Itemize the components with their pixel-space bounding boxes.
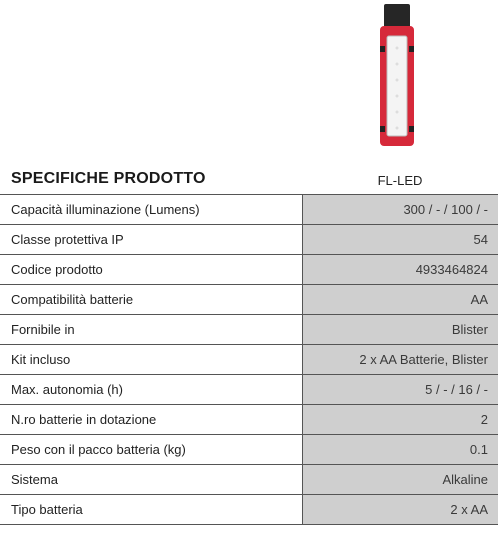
flashlight-clip (409, 46, 414, 52)
spec-label: Classe protettiva IP (0, 225, 302, 255)
spec-label: Codice prodotto (0, 255, 302, 285)
spec-label: Sistema (0, 465, 302, 495)
table-row (0, 495, 498, 525)
spec-label: Compatibilità batterie (0, 285, 302, 315)
table-row (0, 315, 498, 345)
spec-label: Kit incluso (0, 345, 302, 375)
table-row (0, 255, 498, 285)
table-row (0, 195, 498, 225)
spec-heading-row (0, 166, 498, 194)
flashlight-clip (409, 126, 414, 132)
model-name: FL-LED (377, 173, 423, 188)
spec-value: Blister (302, 315, 498, 345)
spec-table (0, 194, 498, 525)
table-row (0, 285, 498, 315)
spec-value: 54 (302, 225, 498, 255)
spec-value: Alkaline (302, 465, 498, 495)
spec-label: Peso con il pacco batteria (kg) (0, 435, 302, 465)
spec-value: 4933464824 (302, 255, 498, 285)
spec-label: Fornibile in (0, 315, 302, 345)
table-row (0, 465, 498, 495)
product-image (378, 4, 416, 148)
spec-value: AA (302, 285, 498, 315)
led-flashlight-icon (378, 4, 416, 148)
flashlight-lens (387, 36, 407, 136)
flashlight-clip (380, 126, 385, 132)
spec-value: 5 / - / 16 / - (302, 375, 498, 405)
spec-value: 2 x AA Batterie, Blister (302, 345, 498, 375)
spec-value: 0.1 (302, 435, 498, 465)
spec-value: 300 / - / 100 / - (302, 195, 498, 225)
table-row (0, 405, 498, 435)
flashlight-clip (380, 46, 385, 52)
table-row (0, 345, 498, 375)
table-row (0, 435, 498, 465)
table-row (0, 225, 498, 255)
spec-label: Tipo batteria (0, 495, 302, 525)
spec-title: SPECIFICHE PRODOTTO (11, 170, 206, 187)
spec-label: N.ro batterie in dotazione (0, 405, 302, 435)
table-row (0, 375, 498, 405)
spec-label: Max. autonomia (h) (0, 375, 302, 405)
spec-label: Capacità illuminazione (Lumens) (0, 195, 302, 225)
spec-value: 2 x AA (302, 495, 498, 525)
spec-value: 2 (302, 405, 498, 435)
